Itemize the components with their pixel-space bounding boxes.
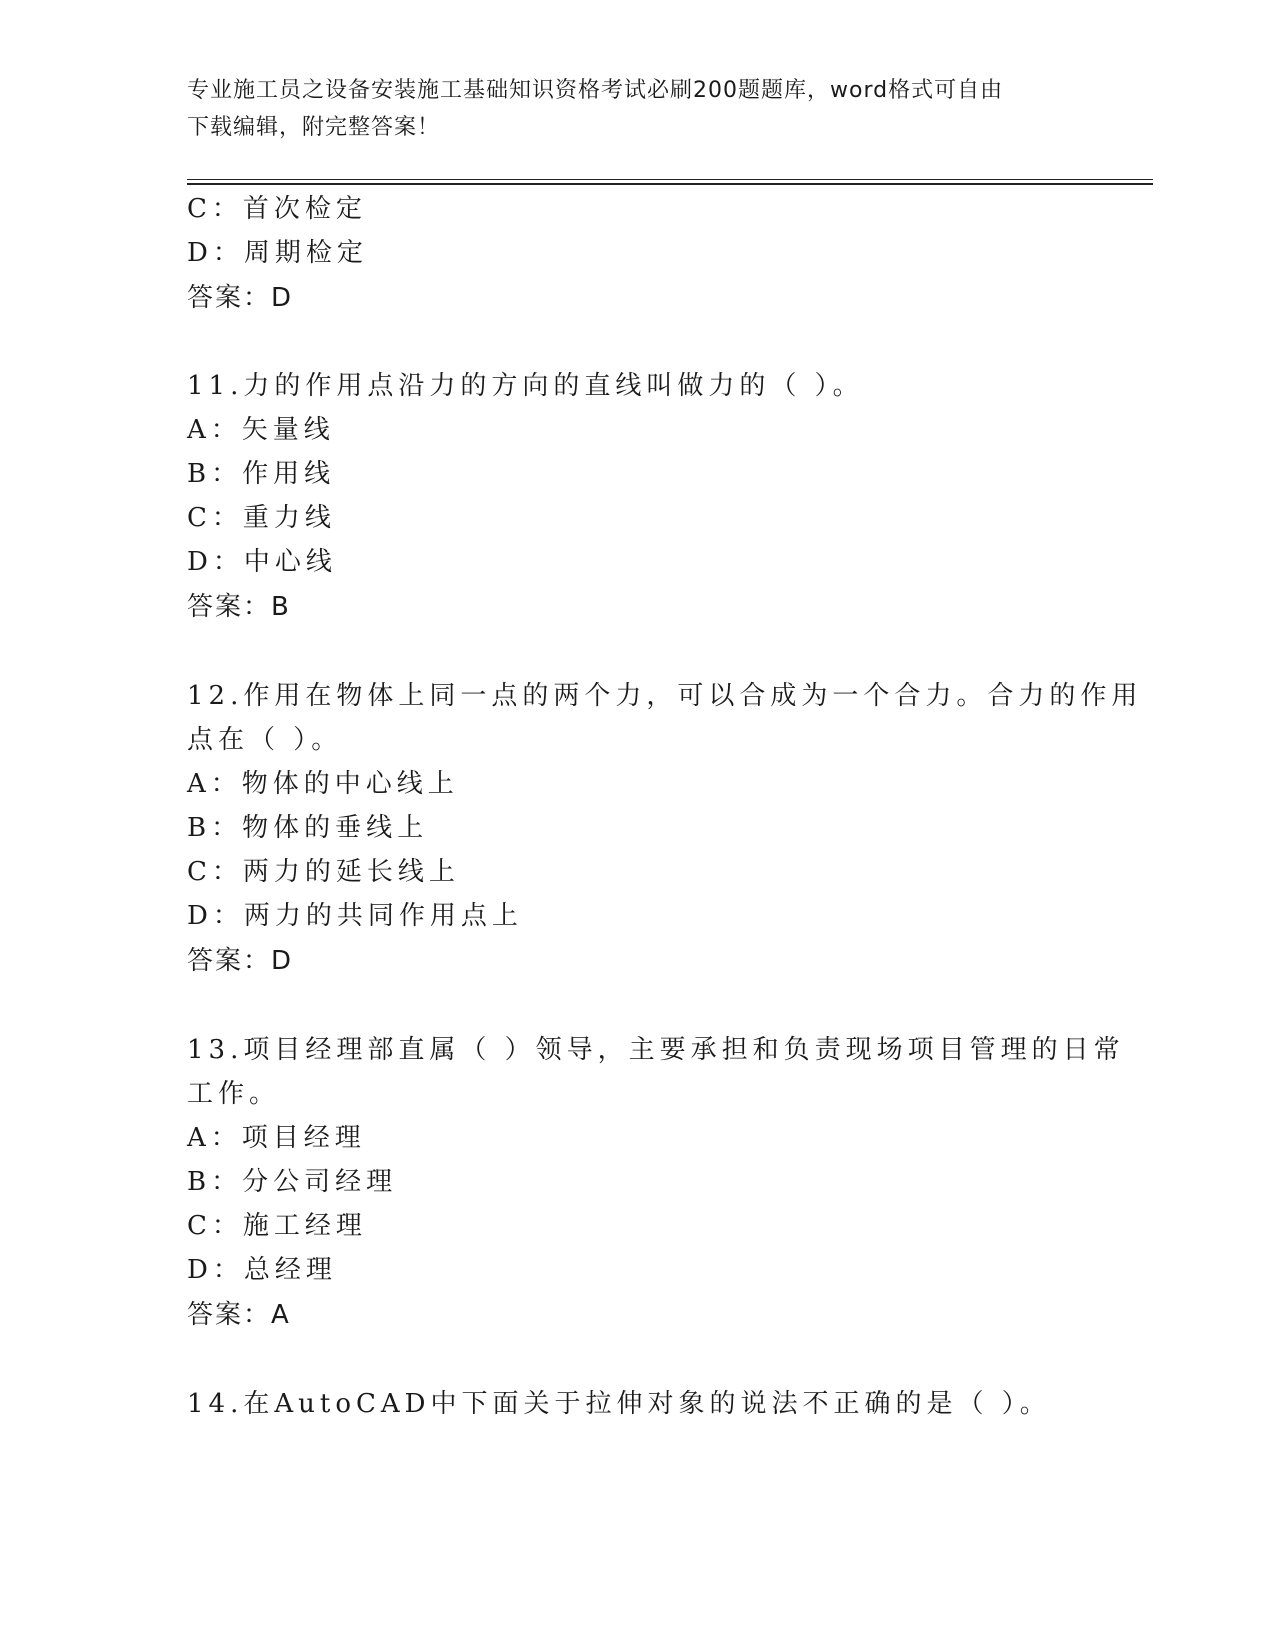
q11-option-b: B：作用线	[187, 459, 336, 489]
header-divider-thin	[187, 179, 1153, 180]
q11-option-d: D：中心线	[187, 547, 337, 577]
q13-answer: 答案：A	[187, 1300, 291, 1330]
q12-question-line-2: 点在（ ）。	[187, 725, 343, 755]
q12-option-c: C：两力的延长线上	[187, 857, 460, 887]
q10-option-c: C：首次检定	[187, 194, 367, 224]
q12-option-d: D：两力的共同作用点上	[187, 901, 523, 931]
q13-option-b: B：分公司经理	[187, 1167, 398, 1197]
q12-question-line-1: 12.作用在物体上同一点的两个力，可以合成为一个合力。合力的作用	[187, 681, 1143, 711]
q12-option-b: B：物体的垂线上	[187, 813, 429, 843]
q11-option-c: C：重力线	[187, 503, 336, 533]
q12-option-a: A：物体的中心线上	[187, 769, 459, 799]
header-line-2: 下载编辑，附完整答案！	[187, 115, 441, 140]
q14-question: 14.在AutoCAD中下面关于拉伸对象的说法不正确的是（ ）。	[187, 1389, 1051, 1419]
header-divider-thick	[187, 183, 1153, 185]
header-line-1: 专业施工员之设备安装施工基础知识资格考试必刷200题题库，word格式可自由	[187, 78, 1004, 103]
q10-option-d: D：周期检定	[187, 238, 368, 268]
q11-option-a: A：矢量线	[187, 415, 335, 445]
q12-answer: 答案：D	[187, 946, 294, 976]
q11-answer: 答案：B	[187, 592, 291, 622]
q13-option-a: A：项目经理	[187, 1123, 366, 1153]
q13-option-c: C：施工经理	[187, 1211, 367, 1241]
q13-question-line-1: 13.项目经理部直属（ ）领导，主要承担和负责现场项目管理的日常	[187, 1035, 1125, 1065]
q10-answer: 答案：D	[187, 283, 294, 313]
q13-question-line-2: 工作。	[187, 1079, 281, 1109]
document-header	[187, 72, 1067, 146]
q11-question: 11.力的作用点沿力的方向的直线叫做力的（ ）。	[187, 371, 864, 401]
q13-option-d: D：总经理	[187, 1255, 337, 1285]
